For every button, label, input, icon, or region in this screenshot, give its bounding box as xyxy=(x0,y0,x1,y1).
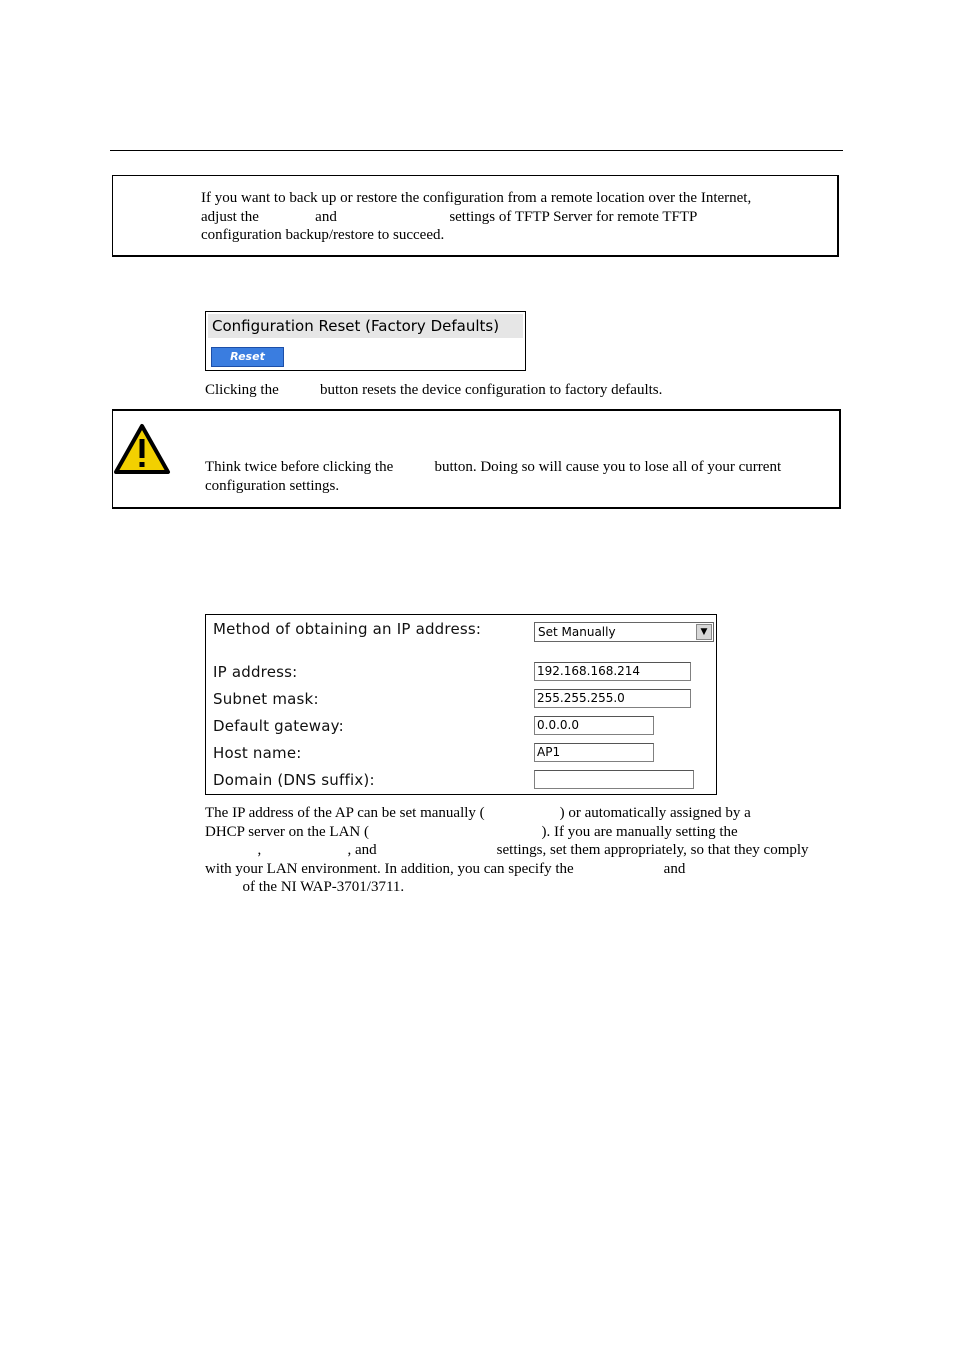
ip-address-input[interactable]: 192.168.168.214 xyxy=(534,662,691,681)
method-label: Method of obtaining an IP address: xyxy=(213,620,482,638)
warning-triangle-icon xyxy=(113,423,171,475)
method-select[interactable] xyxy=(534,622,714,642)
config-reset-header: Configuration Reset (Factory Defaults) xyxy=(208,314,523,338)
ip-desc-line-2: DHCP server on the LAN ( ). If you are manually setting the xyxy=(205,824,738,840)
host-name-input[interactable]: AP1 xyxy=(534,743,654,762)
ip-desc-line-5: of the NI WAP-3701/3711. xyxy=(205,879,405,895)
domain-input[interactable] xyxy=(534,770,694,789)
ip-address-label: IP address: xyxy=(213,663,298,681)
note-line-3: configuration backup/restore to succeed. xyxy=(201,227,445,243)
ip-desc-line-3: , , and settings, set them appropriately, so that they comply xyxy=(205,842,809,858)
subnet-mask-input[interactable]: 255.255.255.0 xyxy=(534,689,691,708)
reset-button[interactable]: Reset xyxy=(211,347,284,367)
default-gateway-label: Default gateway: xyxy=(213,717,344,735)
config-reset-panel xyxy=(205,311,526,371)
subnet-mask-label: Subnet mask: xyxy=(213,690,319,708)
note-line-2: adjust the and settings of TFTP Server for remote TFTP xyxy=(201,209,698,225)
ip-desc-line-1: The IP address of the AP can be set manually ( ) or automatically assigned by a xyxy=(205,805,751,821)
note-line-1: If you want to back up or restore the configuration from a remote location over the Internet, xyxy=(201,190,752,206)
ip-settings-panel xyxy=(205,614,717,795)
reset-caption: Clicking the button resets the device configuration to factory defaults. xyxy=(205,382,663,398)
host-name-label: Host name: xyxy=(213,744,302,762)
domain-label: Domain (DNS suffix): xyxy=(213,771,375,789)
chevron-down-icon[interactable]: ▼ xyxy=(696,624,712,640)
default-gateway-input[interactable]: 0.0.0.0 xyxy=(534,716,654,735)
ip-desc-line-4: with your LAN environment. In addition, you can specify the and xyxy=(205,861,686,877)
warning-line-2: configuration settings. xyxy=(205,478,340,494)
warning-line-1: Think twice before clicking the button. Doing so will cause you to lose all of your current xyxy=(205,459,782,475)
header-rule xyxy=(110,150,843,151)
method-select-value: Set Manually xyxy=(538,625,616,639)
